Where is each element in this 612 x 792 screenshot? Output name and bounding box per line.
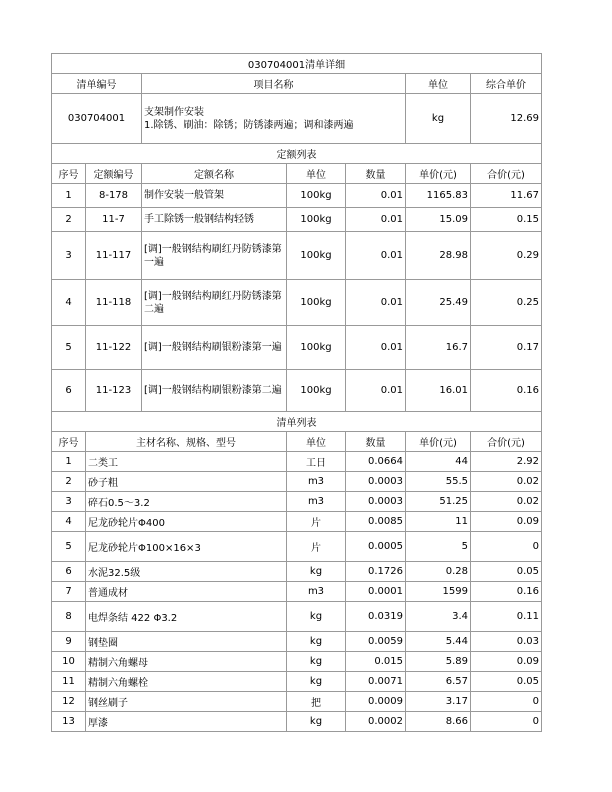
material-qty: 0.0009 bbox=[346, 692, 406, 712]
material-name: 尼龙砂轮片Φ400 bbox=[86, 512, 287, 532]
quota-name-header: 定额名称 bbox=[142, 164, 287, 184]
item-name-header: 项目名称 bbox=[142, 74, 406, 94]
quota-total-header: 合价(元) bbox=[471, 164, 542, 184]
quota-code: 11-7 bbox=[86, 208, 142, 232]
material-total: 0 bbox=[471, 712, 542, 732]
material-name-header: 主材名称、规格、型号 bbox=[86, 432, 287, 452]
material-index-header: 序号 bbox=[52, 432, 86, 452]
material-name: 精制六角螺栓 bbox=[86, 672, 287, 692]
material-row bbox=[52, 582, 542, 602]
quota-row bbox=[52, 232, 542, 280]
material-total: 0.02 bbox=[471, 472, 542, 492]
material-total-header: 合价(元) bbox=[471, 432, 542, 452]
material-index: 8 bbox=[52, 602, 86, 632]
material-price: 1599 bbox=[406, 582, 471, 602]
item-name-line2: 1.除锈、刷油：除锈；防锈漆两遍；调和漆两遍 bbox=[144, 119, 354, 131]
material-price: 0.28 bbox=[406, 562, 471, 582]
quota-price-header: 单价(元) bbox=[406, 164, 471, 184]
material-unit: kg bbox=[287, 562, 346, 582]
quota-index: 3 bbox=[52, 232, 86, 280]
material-total: 0 bbox=[471, 692, 542, 712]
material-index: 13 bbox=[52, 712, 86, 732]
material-index: 10 bbox=[52, 652, 86, 672]
material-name: 精制六角螺母 bbox=[86, 652, 287, 672]
material-row bbox=[52, 632, 542, 652]
quota-unit: 100kg bbox=[287, 280, 346, 326]
quota-name: [调]一般钢结构刷银粉漆第一遍 bbox=[142, 326, 287, 370]
material-price-header: 单价(元) bbox=[406, 432, 471, 452]
material-unit: kg bbox=[287, 652, 346, 672]
material-unit: m3 bbox=[287, 472, 346, 492]
quota-row bbox=[52, 280, 542, 326]
quota-index: 6 bbox=[52, 370, 86, 412]
quota-price: 16.7 bbox=[406, 326, 471, 370]
material-price: 44 bbox=[406, 452, 471, 472]
material-row bbox=[52, 492, 542, 512]
quota-name: 制作安装一般管架 bbox=[142, 184, 287, 208]
material-unit-header: 单位 bbox=[287, 432, 346, 452]
quota-row bbox=[52, 184, 542, 208]
quota-index: 4 bbox=[52, 280, 86, 326]
material-row bbox=[52, 692, 542, 712]
material-row bbox=[52, 562, 542, 582]
quota-unit: 100kg bbox=[287, 184, 346, 208]
quota-price: 1165.83 bbox=[406, 184, 471, 208]
quota-qty-header: 数量 bbox=[346, 164, 406, 184]
quota-code-header: 定额编号 bbox=[86, 164, 142, 184]
material-unit: kg bbox=[287, 632, 346, 652]
quota-unit: 100kg bbox=[287, 232, 346, 280]
quota-code: 11-123 bbox=[86, 370, 142, 412]
material-index: 2 bbox=[52, 472, 86, 492]
material-unit: 片 bbox=[287, 532, 346, 562]
material-qty: 0.0003 bbox=[346, 492, 406, 512]
quota-unit-header: 单位 bbox=[287, 164, 346, 184]
material-name: 钢垫圈 bbox=[86, 632, 287, 652]
material-total: 0.09 bbox=[471, 512, 542, 532]
material-name: 钢丝刷子 bbox=[86, 692, 287, 712]
material-price: 5 bbox=[406, 532, 471, 562]
item-unit-header: 单位 bbox=[406, 74, 471, 94]
quota-price: 15.09 bbox=[406, 208, 471, 232]
material-unit: kg bbox=[287, 712, 346, 732]
material-qty: 0.0001 bbox=[346, 582, 406, 602]
material-total: 0.05 bbox=[471, 672, 542, 692]
quota-row bbox=[52, 370, 542, 412]
material-price: 6.57 bbox=[406, 672, 471, 692]
quota-total: 11.67 bbox=[471, 184, 542, 208]
quota-qty: 0.01 bbox=[346, 232, 406, 280]
material-total: 0.11 bbox=[471, 602, 542, 632]
quota-unit: 100kg bbox=[287, 208, 346, 232]
material-unit: m3 bbox=[287, 582, 346, 602]
material-total: 0 bbox=[471, 532, 542, 562]
material-qty: 0.0664 bbox=[346, 452, 406, 472]
quota-qty: 0.01 bbox=[346, 184, 406, 208]
material-total: 0.09 bbox=[471, 652, 542, 672]
material-index: 3 bbox=[52, 492, 86, 512]
material-row bbox=[52, 452, 542, 472]
quota-code: 11-118 bbox=[86, 280, 142, 326]
material-row bbox=[52, 652, 542, 672]
quota-code: 11-117 bbox=[86, 232, 142, 280]
material-unit: 片 bbox=[287, 512, 346, 532]
material-name: 尼龙砂轮片Φ100×16×3 bbox=[86, 532, 287, 562]
detail-table bbox=[51, 53, 542, 732]
material-total: 0.16 bbox=[471, 582, 542, 602]
material-total: 0.02 bbox=[471, 492, 542, 512]
material-name: 二类工 bbox=[86, 452, 287, 472]
material-index: 9 bbox=[52, 632, 86, 652]
quota-index: 2 bbox=[52, 208, 86, 232]
quota-price: 16.01 bbox=[406, 370, 471, 412]
quota-qty: 0.01 bbox=[346, 280, 406, 326]
material-price: 3.4 bbox=[406, 602, 471, 632]
quota-total: 0.25 bbox=[471, 280, 542, 326]
quota-index-header: 序号 bbox=[52, 164, 86, 184]
material-total: 2.92 bbox=[471, 452, 542, 472]
material-name: 厚漆 bbox=[86, 712, 287, 732]
material-index: 4 bbox=[52, 512, 86, 532]
material-unit: kg bbox=[287, 672, 346, 692]
quota-row bbox=[52, 208, 542, 232]
item-unit: kg bbox=[406, 94, 471, 144]
material-qty: 0.0319 bbox=[346, 602, 406, 632]
material-index: 6 bbox=[52, 562, 86, 582]
material-row bbox=[52, 602, 542, 632]
material-index: 1 bbox=[52, 452, 86, 472]
quota-code: 8-178 bbox=[86, 184, 142, 208]
material-price: 55.5 bbox=[406, 472, 471, 492]
material-section-title: 清单列表 bbox=[52, 412, 542, 432]
material-price: 5.44 bbox=[406, 632, 471, 652]
material-qty: 0.015 bbox=[346, 652, 406, 672]
quota-row bbox=[52, 326, 542, 370]
item-unit-price: 12.69 bbox=[471, 94, 542, 144]
material-qty: 0.0002 bbox=[346, 712, 406, 732]
quota-index: 1 bbox=[52, 184, 86, 208]
material-index: 11 bbox=[52, 672, 86, 692]
quota-unit: 100kg bbox=[287, 326, 346, 370]
quota-name: [调]一般钢结构刷银粉漆第二遍 bbox=[142, 370, 287, 412]
quota-name: [调]一般钢结构刷红丹防锈漆第一遍 bbox=[142, 232, 287, 280]
material-qty: 0.0071 bbox=[346, 672, 406, 692]
material-qty: 0.1726 bbox=[346, 562, 406, 582]
item-code-header: 清单编号 bbox=[52, 74, 142, 94]
quota-total: 0.16 bbox=[471, 370, 542, 412]
material-unit: kg bbox=[287, 602, 346, 632]
material-name: 碎石0.5～3.2 bbox=[86, 492, 287, 512]
material-name: 电焊条结 422 Φ3.2 bbox=[86, 602, 287, 632]
quota-total: 0.15 bbox=[471, 208, 542, 232]
item-price-header: 综合单价 bbox=[471, 74, 542, 94]
material-name: 水泥32.5级 bbox=[86, 562, 287, 582]
table-title: 030704001清单详细 bbox=[52, 54, 542, 74]
material-row bbox=[52, 712, 542, 732]
material-index: 7 bbox=[52, 582, 86, 602]
item-name-line1: 支架制作安装 bbox=[144, 106, 204, 118]
material-price: 3.17 bbox=[406, 692, 471, 712]
quota-total: 0.29 bbox=[471, 232, 542, 280]
quota-qty: 0.01 bbox=[346, 208, 406, 232]
material-index: 12 bbox=[52, 692, 86, 712]
material-row bbox=[52, 472, 542, 492]
material-row bbox=[52, 512, 542, 532]
material-index: 5 bbox=[52, 532, 86, 562]
quota-unit: 100kg bbox=[287, 370, 346, 412]
quota-total: 0.17 bbox=[471, 326, 542, 370]
material-qty-header: 数量 bbox=[346, 432, 406, 452]
quota-price: 25.49 bbox=[406, 280, 471, 326]
material-qty: 0.0059 bbox=[346, 632, 406, 652]
quota-index: 5 bbox=[52, 326, 86, 370]
material-price: 51.25 bbox=[406, 492, 471, 512]
quota-name: [调]一般钢结构刷红丹防锈漆第二遍 bbox=[142, 280, 287, 326]
material-name: 砂子粗 bbox=[86, 472, 287, 492]
material-row bbox=[52, 672, 542, 692]
material-total: 0.03 bbox=[471, 632, 542, 652]
quota-price: 28.98 bbox=[406, 232, 471, 280]
item-code: 030704001 bbox=[52, 94, 142, 144]
material-price: 5.89 bbox=[406, 652, 471, 672]
quota-qty: 0.01 bbox=[346, 326, 406, 370]
material-qty: 0.0085 bbox=[346, 512, 406, 532]
material-total: 0.05 bbox=[471, 562, 542, 582]
material-price: 11 bbox=[406, 512, 471, 532]
material-name: 普通成材 bbox=[86, 582, 287, 602]
material-row bbox=[52, 532, 542, 562]
material-qty: 0.0003 bbox=[346, 472, 406, 492]
quota-section-title: 定额列表 bbox=[52, 144, 542, 164]
material-price: 8.66 bbox=[406, 712, 471, 732]
quota-name: 手工除锈一般钢结构轻锈 bbox=[142, 208, 287, 232]
quota-qty: 0.01 bbox=[346, 370, 406, 412]
item-name bbox=[142, 94, 406, 144]
material-unit: 把 bbox=[287, 692, 346, 712]
material-unit: 工日 bbox=[287, 452, 346, 472]
material-qty: 0.0005 bbox=[346, 532, 406, 562]
material-unit: m3 bbox=[287, 492, 346, 512]
quota-code: 11-122 bbox=[86, 326, 142, 370]
